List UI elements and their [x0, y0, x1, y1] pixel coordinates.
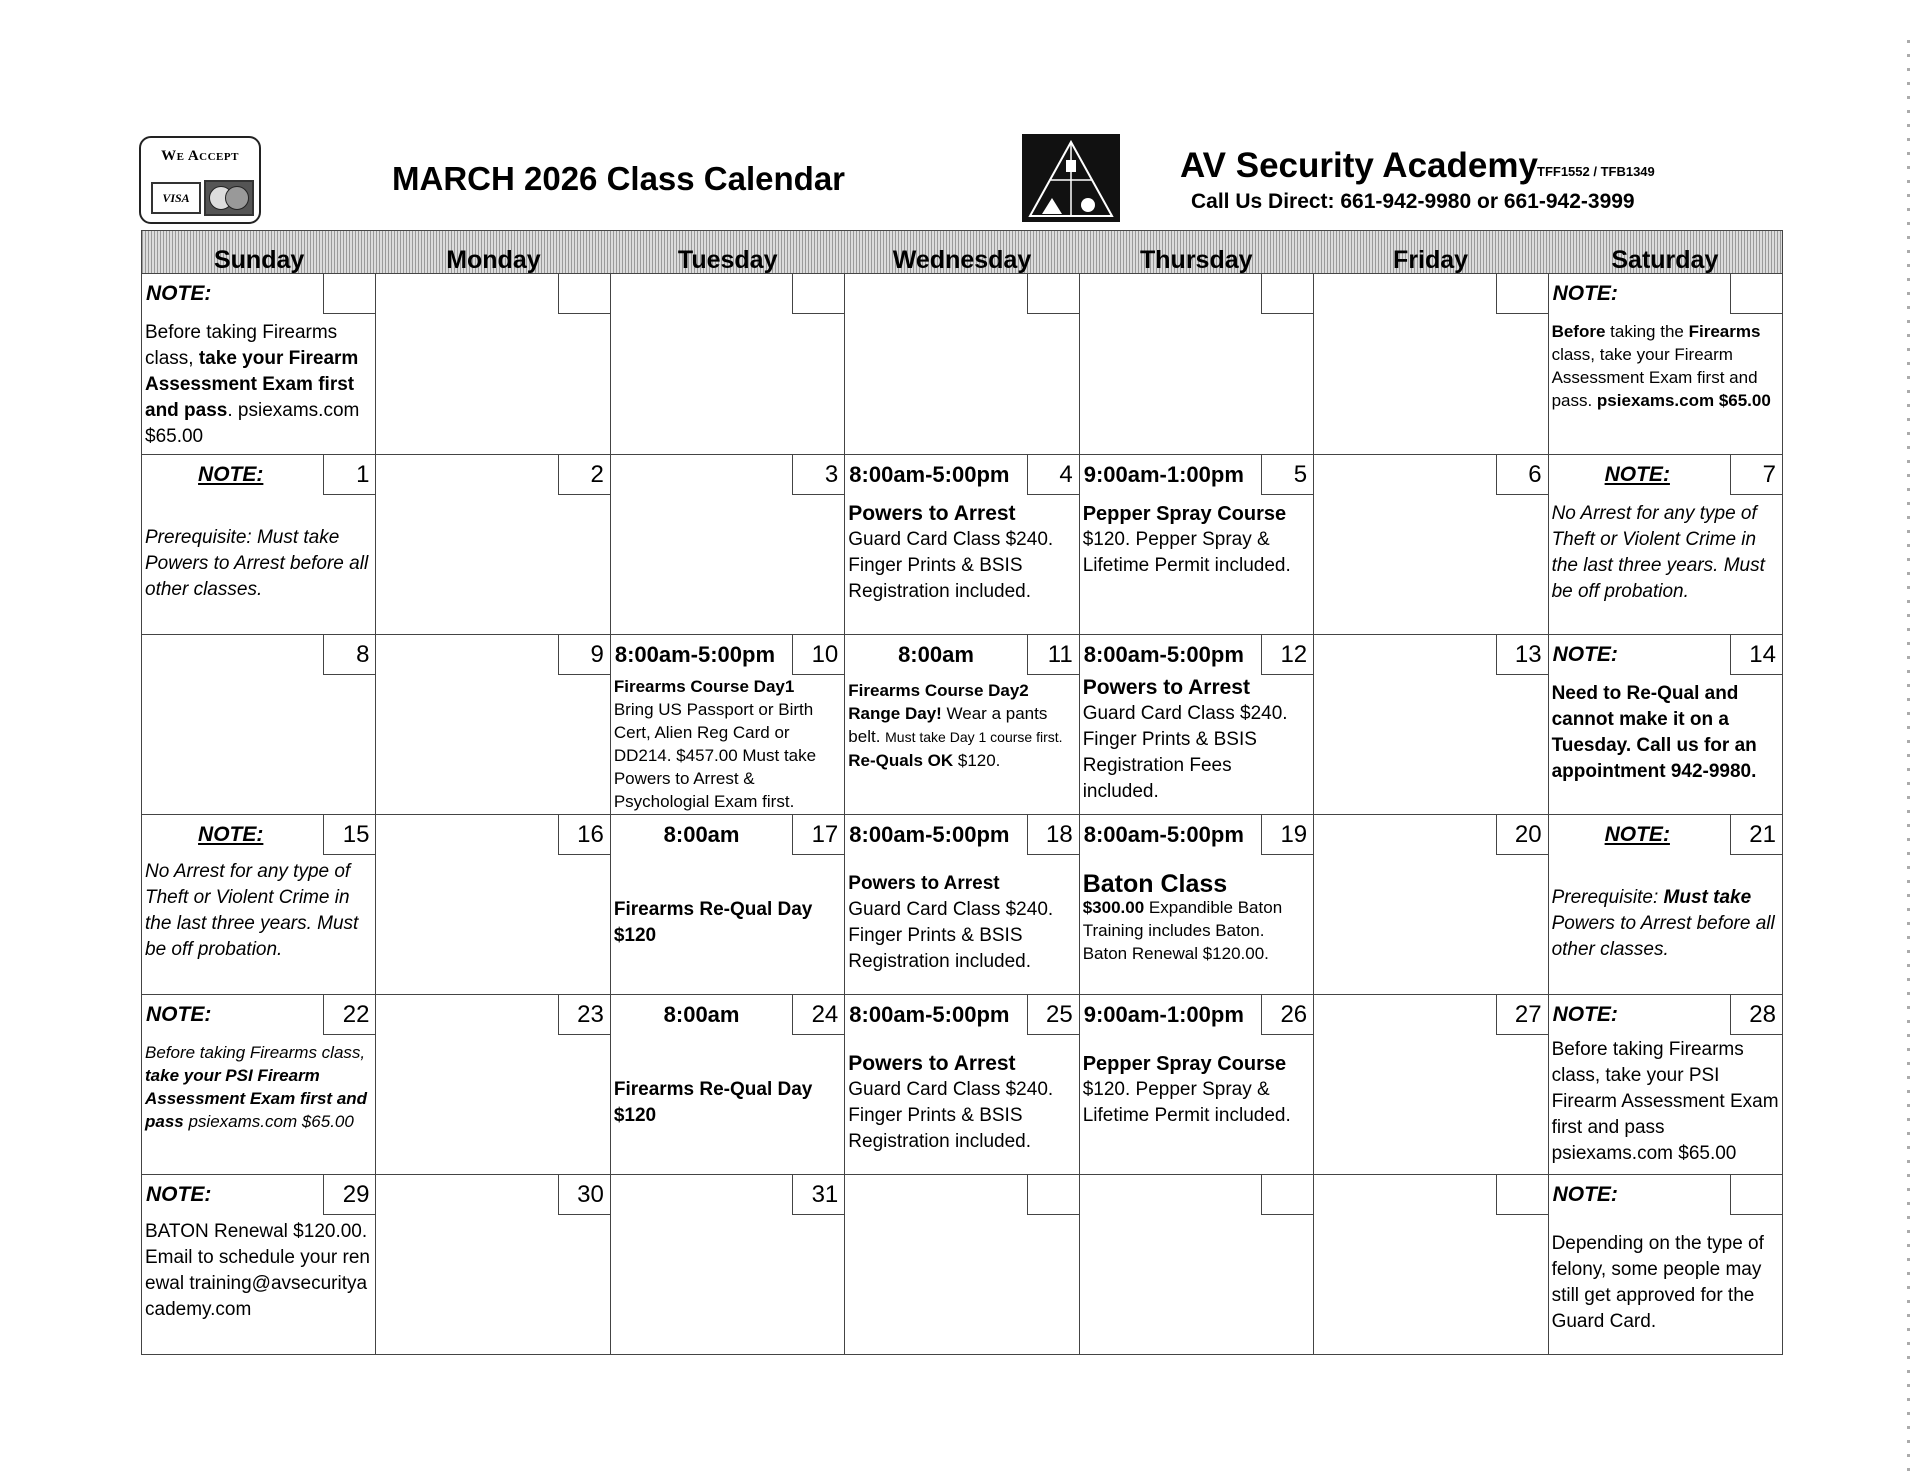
day-number: 20	[1496, 815, 1548, 855]
class-description	[1083, 675, 1311, 805]
class-details: Bring US Passport or Birth Cert, Alien Reg Card or DD214. $457.00 Must take Powers to Arrest & Psychologial Exam first.	[613, 700, 817, 811]
day-cell-12	[1080, 635, 1314, 815]
day-number: 18	[1027, 815, 1079, 855]
weekday-wednesday: Wednesday	[892, 246, 1032, 274]
day-number: 4	[1027, 455, 1079, 495]
day-cell-11	[845, 635, 1079, 815]
day-number-box	[1730, 274, 1782, 314]
note-text: BATON Renewal $120.00. Email to schedule your renewal training@avsecurityacademy.com	[145, 1221, 370, 1320]
weekday-friday: Friday	[1393, 246, 1469, 274]
note-label: NOTE:	[1552, 1183, 1618, 1206]
day-number-box	[1496, 274, 1548, 314]
day-cell-9	[376, 635, 610, 815]
day-cell	[1080, 274, 1314, 455]
day-cell-3	[611, 455, 845, 635]
day-number: 3	[792, 455, 844, 495]
day-cell-5	[1080, 455, 1314, 635]
week-row	[141, 1175, 1783, 1355]
class-details: $120. Pepper Spray & Lifetime Permit included.	[1082, 529, 1291, 576]
day-cell-29	[142, 1175, 376, 1355]
we-accept-logo	[139, 136, 261, 224]
day-cell-21	[1549, 815, 1783, 995]
day-cell	[1549, 274, 1783, 455]
day-number: 2	[558, 455, 610, 495]
note-text: Before taking Firearms class, take your PSI Firearm Assessment Exam first and pass psiexams.com $65.00	[1551, 1039, 1779, 1164]
weekday-saturday: Saturday	[1611, 246, 1719, 274]
note-text: Prerequisite: Must take Powers to Arrest before all other classes.	[1551, 887, 1775, 960]
note-text: Before taking Firearms class, take your Firearm Assessment Exam first and pass. psiexams.com $65.00	[145, 322, 360, 447]
week-row	[141, 815, 1783, 995]
note-text: Need to Re-Qual and cannot make it on a Tuesday. Call us for an appointment 942-9980.	[1551, 683, 1757, 782]
class-time: 8:00am-5:00pm	[849, 822, 1010, 847]
class-description	[614, 675, 842, 813]
week-row	[141, 635, 1783, 815]
note-label: NOTE:	[1604, 463, 1670, 486]
class-heading: Baton Class	[1082, 870, 1228, 898]
class-time: 8:00am-5:00pm	[1083, 642, 1244, 667]
class-heading: Firearms Re-Qual Day $120	[613, 899, 813, 946]
day-cell-10	[611, 635, 845, 815]
day-number-box	[1261, 274, 1313, 314]
day-number-box	[792, 274, 844, 314]
day-cell-24	[611, 995, 845, 1175]
day-cell	[376, 274, 610, 455]
day-number: 27	[1496, 995, 1548, 1035]
day-number-box	[1261, 1175, 1313, 1215]
day-number: 6	[1496, 455, 1548, 495]
day-cell-30	[376, 1175, 610, 1355]
day-number: 10	[792, 635, 844, 675]
day-cell-17	[611, 815, 845, 995]
class-time: 8:00am-5:00pm	[614, 642, 776, 667]
day-number: 25	[1027, 995, 1079, 1035]
class-heading: Firearms Course Day1	[613, 677, 795, 696]
day-number: 26	[1261, 995, 1313, 1035]
day-cell-27	[1314, 995, 1548, 1175]
note-label: NOTE:	[1552, 282, 1618, 305]
note-text: Prerequisite: Must take Powers to Arrest before all other classes.	[145, 527, 369, 600]
day-cell-15	[142, 815, 376, 995]
class-time: 9:00am-1:00pm	[1083, 1002, 1244, 1027]
class-details: $120. Pepper Spray & Lifetime Permit included.	[1082, 1079, 1291, 1126]
day-number: 17	[792, 815, 844, 855]
note-text: No Arrest for any type of Theft or Violent Crime in the last three years. Must be off probation.	[145, 861, 359, 960]
day-cell-13	[1314, 635, 1548, 815]
note-label: NOTE:	[198, 823, 264, 846]
day-cell-16	[376, 815, 610, 995]
day-number: 28	[1730, 995, 1782, 1035]
day-number: 5	[1261, 455, 1313, 495]
day-number: 29	[323, 1175, 375, 1215]
day-number-box	[1027, 274, 1079, 314]
day-cell	[142, 274, 376, 455]
day-cell-2	[376, 455, 610, 635]
day-cell-18	[845, 815, 1079, 995]
calendar-grid	[141, 230, 1783, 1355]
day-cell-7	[1549, 455, 1783, 635]
day-cell	[611, 274, 845, 455]
class-details: Guard Card Class $240. Finger Prints & BSIS Registration included.	[848, 529, 1054, 602]
weekday-monday: Monday	[446, 246, 541, 274]
day-cell	[845, 274, 1079, 455]
class-heading: Powers to Arrest	[1082, 676, 1250, 699]
day-number: 16	[558, 815, 610, 855]
note-label: NOTE:	[146, 1183, 212, 1206]
note-label: NOTE:	[198, 463, 264, 486]
visa-card-icon: VISA	[151, 182, 201, 214]
day-cell-22	[142, 995, 376, 1175]
class-time: 8:00am	[663, 1002, 740, 1027]
class-details: $300.00 Expandible Baton Training includes Baton. Baton Renewal $120.00.	[1082, 898, 1283, 963]
day-number-box	[1027, 1175, 1079, 1215]
day-cell	[1314, 1175, 1548, 1355]
class-time: 8:00am-5:00pm	[849, 1002, 1010, 1027]
note-label: NOTE:	[1552, 1003, 1618, 1026]
day-number: 13	[1496, 635, 1548, 675]
class-description	[848, 679, 1076, 772]
day-cell-31	[611, 1175, 845, 1355]
we-accept-label: We Accept	[161, 148, 239, 164]
class-description	[1083, 501, 1311, 579]
day-number: 7	[1730, 455, 1782, 495]
class-time: 8:00am	[898, 642, 974, 667]
day-cell-23	[376, 995, 610, 1175]
class-details: Guard Card Class $240. Finger Prints & BSIS Registration Fees included.	[1082, 703, 1288, 802]
note-label: NOTE:	[1552, 643, 1618, 666]
day-number: 11	[1027, 635, 1079, 675]
day-cell-1	[142, 455, 376, 635]
day-number: 1	[323, 455, 375, 495]
class-time: 8:00am	[663, 822, 740, 847]
day-number: 21	[1730, 815, 1782, 855]
day-number: 30	[558, 1175, 610, 1215]
class-time: 9:00am-1:00pm	[1083, 462, 1244, 487]
day-number: 24	[792, 995, 844, 1035]
class-details: Guard Card Class $240. Finger Prints & BSIS Registration included.	[848, 899, 1054, 972]
day-number: 8	[323, 635, 375, 675]
day-cell-28	[1549, 995, 1783, 1175]
note-text: Depending on the type of felony, some people may still get approved for the Guard Card.	[1551, 1233, 1764, 1332]
note-label: NOTE:	[146, 282, 212, 305]
academy-logo	[1022, 134, 1120, 222]
weekday-header-row	[141, 230, 1783, 274]
class-description	[1083, 1051, 1311, 1129]
day-number-box	[1496, 1175, 1548, 1215]
class-heading: Pepper Spray Course	[1082, 1053, 1287, 1075]
day-number: 14	[1730, 635, 1782, 675]
weekday-thursday: Thursday	[1140, 246, 1253, 274]
day-number-box	[558, 274, 610, 314]
week-row	[141, 995, 1783, 1175]
day-number: 15	[323, 815, 375, 855]
day-number: 23	[558, 995, 610, 1035]
class-description	[1082, 870, 1311, 965]
note-label: NOTE:	[1604, 823, 1670, 846]
week-row	[141, 274, 1783, 455]
academy-phone: Call Us Direct: 661-942-9980 or 661-942-3999	[1191, 190, 1635, 213]
class-time: 8:00am-5:00pm	[1083, 822, 1244, 847]
day-cell-25	[845, 995, 1079, 1175]
note-label: NOTE:	[146, 1003, 212, 1026]
academy-name: AV Security Academy	[1180, 146, 1538, 185]
class-details: Range Day! Wear a pants belt. Must take Day 1 course first. Re-Quals OK $120.	[848, 704, 1063, 770]
class-heading: Firearms Course Day2	[848, 681, 1029, 700]
day-number: 22	[323, 995, 375, 1035]
day-cell-6	[1314, 455, 1548, 635]
class-heading: Firearms Re-Qual Day $120	[613, 1079, 813, 1126]
day-cell-8	[142, 635, 376, 815]
academy-license: TFF1552 / TFB1349	[1537, 164, 1655, 179]
mastercard-icon	[204, 180, 254, 216]
day-cell-14	[1549, 635, 1783, 815]
class-description	[848, 501, 1076, 605]
day-number: 19	[1261, 815, 1313, 855]
note-text: Before taking the Firearms class, take your Firearm Assessment Exam first and pass. psiexams.com $65.00	[1551, 322, 1771, 410]
note-text: Before taking Firearms class, take your PSI Firearm Assessment Exam first and pass psiexams.com $65.00	[145, 1043, 368, 1131]
day-cell	[1549, 1175, 1783, 1355]
weekday-sunday: Sunday	[213, 246, 305, 274]
day-number: 9	[558, 635, 610, 675]
day-number: 31	[792, 1175, 844, 1215]
class-details: Guard Card Class $240. Finger Prints & BSIS Registration included.	[848, 1079, 1054, 1152]
day-cell	[845, 1175, 1079, 1355]
day-number-box	[323, 274, 375, 314]
class-heading: Powers to Arrest	[848, 502, 1016, 525]
weekday-tuesday: Tuesday	[677, 246, 778, 274]
class-time: 8:00am-5:00pm	[849, 462, 1010, 487]
week-row	[141, 455, 1783, 635]
class-heading: Powers to Arrest	[848, 873, 1000, 894]
academy-emblem-icon	[1022, 134, 1120, 222]
class-heading: Powers to Arrest	[848, 1052, 1016, 1075]
day-number-box	[1730, 1175, 1782, 1215]
day-cell	[1080, 1175, 1314, 1355]
calendar-title: MARCH 2026 Class Calendar	[392, 160, 846, 197]
day-cell-20	[1314, 815, 1548, 995]
day-cell-26	[1080, 995, 1314, 1175]
class-description	[848, 1051, 1076, 1155]
note-text: No Arrest for any type of Theft or Violent Crime in the last three years. Must be off probation.	[1551, 503, 1765, 602]
day-cell-4	[845, 455, 1079, 635]
class-heading: Pepper Spray Course	[1082, 503, 1287, 525]
day-cell	[1314, 274, 1548, 455]
scan-artifact-line	[1907, 40, 1910, 1480]
day-cell-19	[1080, 815, 1314, 995]
class-description	[848, 871, 1076, 975]
day-number: 12	[1261, 635, 1313, 675]
